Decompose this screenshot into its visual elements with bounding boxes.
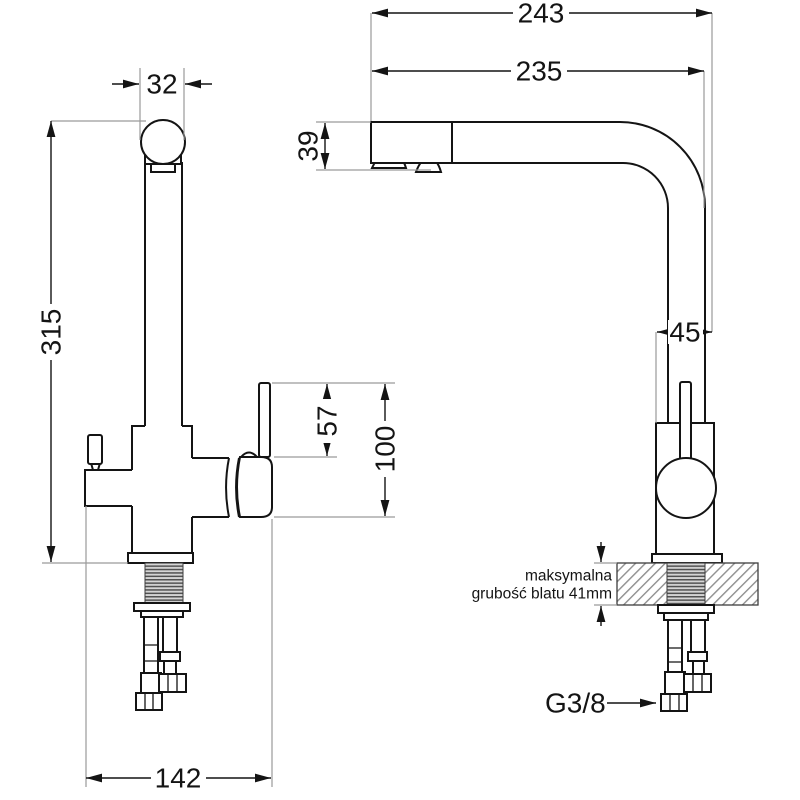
left-supply-hoses bbox=[136, 617, 186, 710]
dim-39-label: 39 bbox=[292, 130, 324, 162]
left-outlet-arm bbox=[192, 458, 229, 517]
left-faucet bbox=[85, 120, 272, 710]
left-lever-handle bbox=[88, 435, 102, 464]
dimension-height-315 bbox=[36, 121, 67, 562]
dimension-spout-head-height-39 bbox=[293, 123, 326, 169]
dim-243-label: 243 bbox=[517, 0, 565, 29]
right-mounting-nut bbox=[658, 605, 714, 613]
left-hex-nut bbox=[159, 674, 186, 692]
dim-142-label: 142 bbox=[154, 762, 202, 794]
thread-size-label: G3/8 bbox=[545, 687, 606, 719]
left-filter-handle bbox=[259, 383, 270, 457]
dim-235-label: 235 bbox=[515, 55, 563, 87]
thread-size-callout bbox=[545, 688, 656, 719]
left-hex-nut bbox=[136, 693, 162, 710]
left-mounting-nut bbox=[134, 603, 190, 611]
left-aerator bbox=[151, 164, 175, 172]
dimension-base-span-142 bbox=[86, 763, 271, 794]
left-spout-column bbox=[145, 162, 182, 426]
right-nut-step bbox=[664, 613, 708, 620]
countertop-note bbox=[472, 542, 613, 626]
left-body bbox=[132, 426, 192, 553]
left-outlet-cap bbox=[237, 457, 272, 517]
right-hex-nut-g38 bbox=[661, 694, 687, 711]
dim-315-label: 315 bbox=[35, 308, 67, 356]
dim-32-label: 32 bbox=[146, 68, 178, 100]
dimension-total-reach-243 bbox=[372, 0, 712, 29]
right-hex-nut bbox=[684, 674, 711, 692]
right-spout-tube bbox=[452, 122, 705, 423]
dimensions bbox=[36, 0, 713, 794]
dimension-handle-to-spout-57 bbox=[312, 384, 343, 456]
left-threaded-shank bbox=[145, 563, 183, 603]
right-threaded-shank bbox=[667, 563, 705, 605]
dim-45-label: 45 bbox=[669, 316, 701, 348]
dimension-body-width-45 bbox=[657, 317, 712, 348]
left-spout-head bbox=[141, 120, 185, 164]
dim-100-label: 100 bbox=[369, 425, 401, 473]
counter-note-line2: grubość blatu 41mm bbox=[471, 585, 612, 603]
right-base-flange bbox=[652, 554, 722, 563]
dim-57-label: 57 bbox=[311, 405, 343, 437]
dimension-spout-reach-235 bbox=[372, 56, 704, 87]
right-spout-head bbox=[371, 122, 452, 163]
counter-note-line1: maksymalna bbox=[525, 567, 612, 585]
right-lever-handle bbox=[680, 382, 691, 462]
right-supply-hoses bbox=[661, 620, 711, 711]
right-ball-joint bbox=[656, 458, 716, 518]
dimension-handle-to-body-100 bbox=[370, 384, 401, 516]
left-side-port bbox=[85, 470, 132, 506]
left-base-flange bbox=[128, 553, 193, 563]
right-faucet bbox=[371, 122, 758, 711]
dimension-spout-width-32 bbox=[112, 69, 212, 100]
